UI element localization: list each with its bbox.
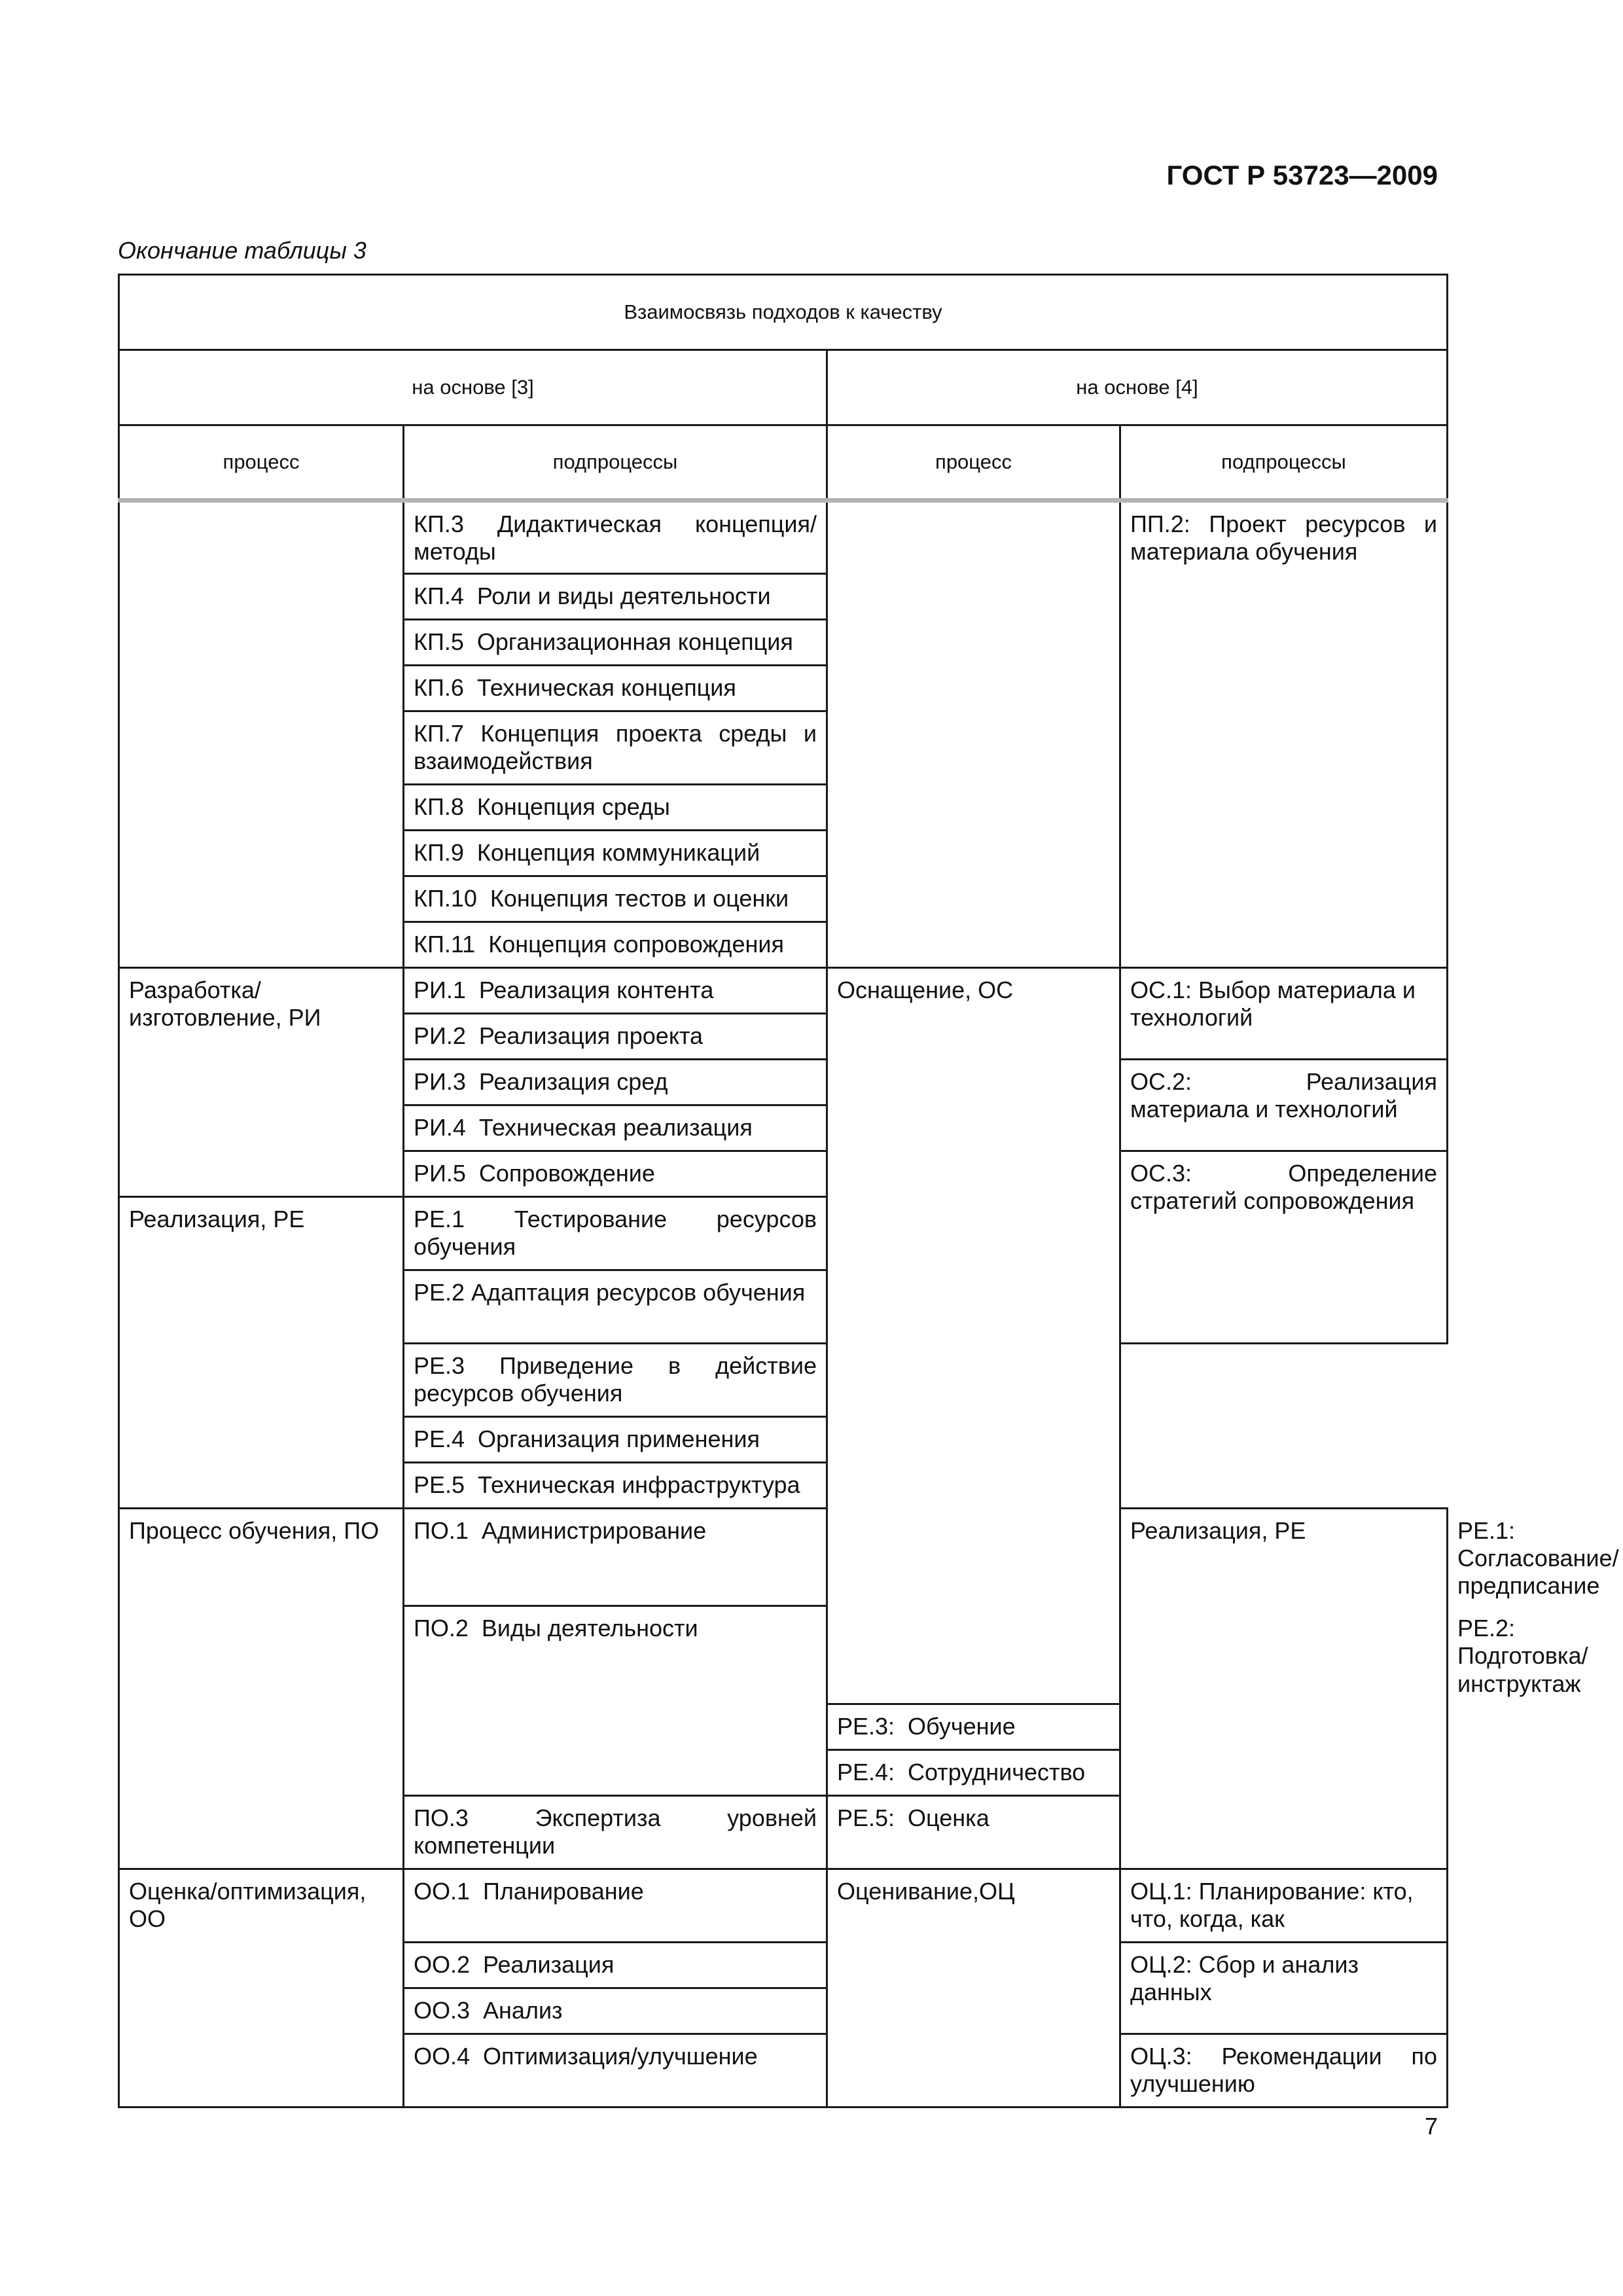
process-cell: Оснащение, ОС [827, 968, 1120, 1704]
process-cell: Оценивание,ОЦ [827, 1869, 1120, 2107]
subprocess-cell: РЕ.5: Оценка [827, 1795, 1120, 1869]
page-number: 7 [1424, 2113, 1438, 2140]
table-title: Взаимосвязь подходов к качеству [119, 275, 1448, 350]
subprocess-cell: КП.6 Техническая концепция [404, 666, 827, 711]
subprocess-cell: ОС.2: Реализация материала и технологий [1120, 1060, 1448, 1151]
table-header-row [119, 275, 1448, 350]
subprocess-cell: ПП.2: Проект ресурсов и материала обучения [1120, 501, 1448, 968]
document-code: ГОСТ Р 53723—2009 [1166, 160, 1438, 190]
subprocess-cell: ПО.1 Администрирование [404, 1509, 827, 1606]
table-row [119, 968, 1448, 1014]
col-header-subprocesses-left: подпроцессы [404, 425, 827, 501]
subprocess-cell: РИ.2 Реализация проекта [404, 1014, 827, 1060]
table-row [119, 1869, 1448, 1942]
group-header-left: на основе [3] [119, 350, 827, 425]
process-cell-empty [119, 501, 404, 968]
subprocess-cell: РЕ.4 Организация применения [404, 1417, 827, 1463]
table-group-row [119, 350, 1448, 425]
subprocess-cell: РИ.1 Реализация контента [404, 968, 827, 1014]
process-cell: Процесс обучения, ПО [119, 1509, 404, 1869]
process-cell-empty [827, 501, 1120, 968]
subprocess-cell: ОО.1 Планирование [404, 1869, 827, 1942]
subprocess-cell: КП.7 Концепция проекта среды и взаимодействия [404, 711, 827, 785]
col-header-process-left: процесс [119, 425, 404, 501]
column-header-row [119, 425, 1448, 501]
subprocess-cell: РЕ.2 Адаптация ресурсов обучения [404, 1270, 827, 1344]
subprocess-cell: ПО.3 Экспертиза уровней компетенции [404, 1795, 827, 1869]
subprocess-cell: РЕ.5 Техническая инфраструктура [404, 1463, 827, 1509]
table-row [119, 501, 1448, 574]
subprocess-cell: РИ.3 Реализация сред [404, 1060, 827, 1105]
subprocess-cell: ОО.2 Реализация [404, 1942, 827, 1988]
subprocess-cell: ОЦ.2: Сбор и анализ данных [1120, 1942, 1448, 2034]
subprocess-cell: РЕ.3 Приведение в действие ресурсов обучения [404, 1344, 827, 1417]
subprocess-cell: РИ.5 Сопровождение [404, 1151, 827, 1197]
subprocess-cell: КП.8 Концепция среды [404, 785, 827, 831]
col-header-process-right: процесс [827, 425, 1120, 501]
table-row: ПО.2 Виды деятельности РЕ.2: Подготовка/ инструктаж [119, 1606, 1448, 1704]
group-header-right: на основе [4] [827, 350, 1448, 425]
subprocess-cell: ОС.3: Определение стратегий сопровождения [1120, 1151, 1448, 1344]
subprocess-cell: ОО.4 Оптимизация/улучшение [404, 2034, 827, 2107]
subprocess-cell: КП.11 Концепция сопровождения [404, 922, 827, 968]
subprocess-cell: КП.3 Дидактическая концепция/методы [404, 501, 827, 574]
subprocess-cell: КП.10 Концепция тестов и оценки [404, 876, 827, 922]
subprocess-cell: РИ.4 Техническая реализация [404, 1105, 827, 1151]
table-caption: Окончание таблицы 3 [118, 237, 366, 264]
subprocess-cell: ОО.3 Анализ [404, 1988, 827, 2034]
subprocess-cell: РЕ.1 Тестирование ресурсов обучения [404, 1197, 827, 1270]
subprocess-cell: ОС.1: Выбор материала и технологий [1120, 968, 1448, 1060]
subprocess-cell: ОЦ.1: Планирование: кто, что, когда, как [1120, 1869, 1448, 1942]
col-header-subprocesses-right: подпроцессы [1120, 425, 1448, 501]
subprocess-cell: РЕ.4: Сотрудничество [827, 1749, 1120, 1795]
process-cell: Оценка/оптимизация, ОО [119, 1869, 404, 2107]
table-row: Процесс обучения, ПО ПО.1 Администрирование Реализация, РЕ РЕ.1: Согласование/ предписание [119, 1509, 1448, 1606]
process-cell: Реализация, РЕ [1120, 1509, 1448, 1869]
subprocess-cell: КП.9 Концепция коммуникаций [404, 831, 827, 876]
subprocess-cell: КП.4 Роли и виды деятельности [404, 574, 827, 620]
subprocess-cell: ПО.2 Виды деятельности [404, 1606, 827, 1795]
process-cell: Разработка/ изготовление, РИ [119, 968, 404, 1197]
subprocess-cell: ОЦ.3: Рекомендации по улучшению [1120, 2034, 1448, 2107]
subprocess-cell: КП.5 Организационная концепция [404, 620, 827, 666]
quality-approaches-table [118, 274, 1619, 2108]
subprocess-cell: РЕ.3: Обучение [827, 1704, 1120, 1749]
process-cell: Реализация, РЕ [119, 1197, 404, 1509]
